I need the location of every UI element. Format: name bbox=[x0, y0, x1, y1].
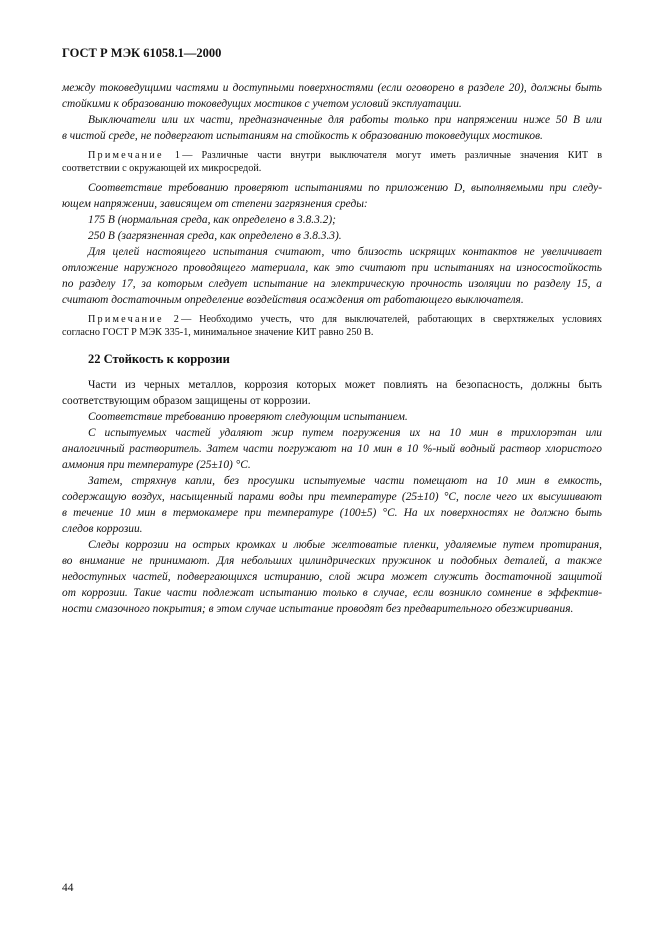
note-text: — Различные части внутри выключателя могут иметь различные значения КИТ в bbox=[182, 150, 603, 161]
note bbox=[62, 313, 602, 339]
text-line: ности смазочного покрытия; в этом случае испытание проводят без предварительного обезжиривания. bbox=[62, 603, 574, 615]
text-line: следов коррозии. bbox=[62, 523, 143, 535]
paragraph bbox=[62, 537, 602, 617]
paragraph bbox=[62, 377, 602, 409]
text-line: в течение 10 мин в термокамере при температуре (100±5) °С. На их поверхностях не должно быть bbox=[62, 507, 602, 519]
text-line: Выключатели или их части, предназначенные для работы только при напряжении ниже 50 В или bbox=[88, 114, 602, 126]
text-line: по разделу 17, за которым следует испытание на электрическую прочность изоляции по разделу 15, а bbox=[62, 278, 602, 290]
text-line: стойкими к образованию токоведущих мостиков с учетом условий эксплуатации. bbox=[62, 98, 462, 110]
paragraph bbox=[62, 228, 602, 244]
text-line: Соответствие требованию проверяют испытаниями по приложению D, выполняемыми при следу- bbox=[88, 182, 602, 194]
text-line: Соответствие требованию проверяют следующим испытанием. bbox=[88, 411, 408, 423]
page-content bbox=[62, 80, 602, 617]
paragraph bbox=[62, 212, 602, 228]
text-line: соответствующим образом защищены от коррозии. bbox=[62, 395, 311, 407]
text-line: Для целей настоящего испытания считают, что близость искрящих контактов не увеличивает bbox=[88, 246, 602, 258]
paragraph bbox=[62, 112, 602, 144]
text-line: во внимание не принимают. Для небольших цилиндрических пружинок и подобных деталей, а также bbox=[62, 555, 602, 567]
text-line: Затем, стряхнув капли, без просушки испытуемые части помещают на 10 мин в емкость, bbox=[88, 475, 602, 487]
text-line: в чистой среде, не подвергают испытаниям на стойкость к образованию токоведущих мостиков. bbox=[62, 130, 543, 142]
text-line: аммония при температуре (25±10) °С. bbox=[62, 459, 251, 471]
note-text: — Необходимо учесть, что для выключателей, работающих в сверхтяжелых условиях bbox=[181, 314, 603, 325]
text-line: С испытуемых частей удаляют жир путем погружения их на 10 мин в трихлорэтан или bbox=[88, 427, 602, 439]
paragraph bbox=[62, 473, 602, 537]
note-label: Примечание 1 bbox=[88, 150, 183, 161]
paragraph bbox=[62, 425, 602, 473]
section-22-body bbox=[62, 377, 602, 617]
note bbox=[62, 149, 602, 175]
paragraph bbox=[62, 409, 602, 425]
paragraph bbox=[62, 80, 602, 112]
text-line: между токоведущими частями и доступными поверхностями (если оговорено в разделе 20), должны быть bbox=[62, 82, 602, 94]
text-line: считают достаточным определение воздействия осаждения от работающего выключателя. bbox=[62, 294, 524, 306]
text-line: Части из черных металлов, коррозия которых может повлиять на безопасность, должны быть bbox=[88, 379, 602, 391]
note-label: Примечание 2 bbox=[88, 314, 182, 325]
paragraph bbox=[62, 244, 602, 308]
text-line: согласно ГОСТ Р МЭК 335-1, минимальное значение КИТ равно 250 В. bbox=[62, 327, 374, 338]
text-line: Следы коррозии на острых кромках и любые желтоватые пленки, удаляемые путем протирания, bbox=[88, 539, 602, 551]
text-line bbox=[62, 149, 602, 162]
text-line: отложение наружного проводящего материала, как это считают при испытаниях на износостойкость bbox=[62, 262, 602, 274]
page-number: 44 bbox=[62, 882, 74, 894]
text-line: 250 В (загрязненная среда, как определено в 3.8.3.3). bbox=[88, 230, 342, 242]
paragraph bbox=[62, 180, 602, 212]
section-heading: 22 Стойкость к коррозии bbox=[88, 352, 230, 366]
text-line: недоступных частей, подвергающихся истиранию, слой жира может служить достаточной защитой bbox=[62, 571, 602, 583]
text-line: содержащую воздух, насыщенный парами воды при температуре (25±10) °С, после чего их высушивают bbox=[62, 491, 602, 503]
text-line: от коррозии. Такие части подлежат испытанию только в случае, если возникло сомнение в эффектив- bbox=[62, 587, 602, 599]
text-line: соответствии с окружающей их микросредой. bbox=[62, 163, 262, 174]
document-header: ГОСТ Р МЭК 61058.1—2000 bbox=[62, 46, 222, 60]
text-line: аналогичный растворитель. Затем части погружают на 10 мин в 10 %-ный водный раствор хлористого bbox=[62, 443, 602, 455]
section-21-continuation bbox=[62, 80, 602, 339]
text-line: ющем напряжении, зависящем от степени загрязнения среды: bbox=[62, 198, 368, 210]
text-line: 175 В (нормальная среда, как определено в 3.8.3.2); bbox=[88, 214, 336, 226]
text-line bbox=[62, 313, 602, 326]
